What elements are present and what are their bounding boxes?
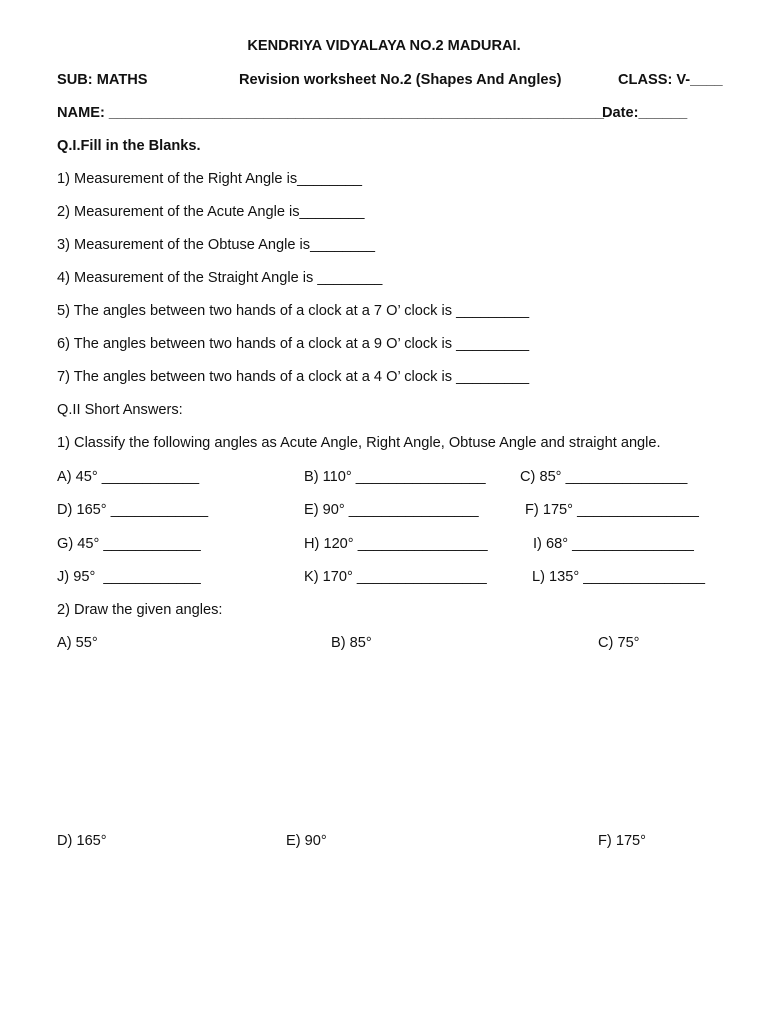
draw-item-f: F) 175° [598,833,647,849]
classify-item-a: A) 45° ____________ [57,469,200,485]
draw-item-c: C) 75° [598,635,640,651]
classify-question: 1) Classify the following angles as Acute Angle, Right Angle, Obtuse Angle and straight angle. [57,435,661,451]
classify-item-j: J) 95° ____________ [57,569,201,585]
classify-item-g: G) 45° ____________ [57,536,201,552]
fill-question-3: 3) Measurement of the Obtuse Angle is________ [57,237,376,253]
classify-item-c: C) 85° _______________ [520,469,688,485]
classify-item-k: K) 170° ________________ [304,569,487,585]
draw-item-a: A) 55° [57,635,98,651]
school-name: KENDRIYA VIDYALAYA NO.2 MADURAI. [247,38,521,54]
class-field: CLASS: V-____ [618,72,723,88]
fill-question-7: 7) The angles between two hands of a clock at a 4 O’ clock is _________ [57,369,530,385]
draw-item-d: D) 165° [57,833,107,849]
date-field: Date:______ [602,105,688,121]
classify-item-d: D) 165° ____________ [57,502,209,518]
draw-item-b: B) 85° [331,635,372,651]
subject-label: SUB: MATHS [57,72,148,88]
section1-heading: Q.I.Fill in the Blanks. [57,138,201,154]
section2-heading: Q.II Short Answers: [57,402,183,418]
fill-question-6: 6) The angles between two hands of a clock at a 9 O’ clock is _________ [57,336,530,352]
classify-item-f: F) 175° _______________ [525,502,699,518]
draw-item-e: E) 90° [286,833,327,849]
classify-item-e: E) 90° ________________ [304,502,479,518]
classify-item-i: I) 68° _______________ [533,536,694,552]
classify-item-l: L) 135° _______________ [532,569,706,585]
classify-item-h: H) 120° ________________ [304,536,488,552]
fill-question-2: 2) Measurement of the Acute Angle is________ [57,204,365,220]
fill-question-5: 5) The angles between two hands of a clock at a 7 O’ clock is _________ [57,303,530,319]
classify-item-b: B) 110° ________________ [304,469,486,485]
fill-question-1: 1) Measurement of the Right Angle is________ [57,171,363,187]
name-field: NAME: _____________________________________________________________ [57,105,604,121]
fill-question-4: 4) Measurement of the Straight Angle is ________ [57,270,383,286]
draw-question: 2) Draw the given angles: [57,602,223,618]
worksheet-title: Revision worksheet No.2 (Shapes And Angles) [239,72,562,88]
